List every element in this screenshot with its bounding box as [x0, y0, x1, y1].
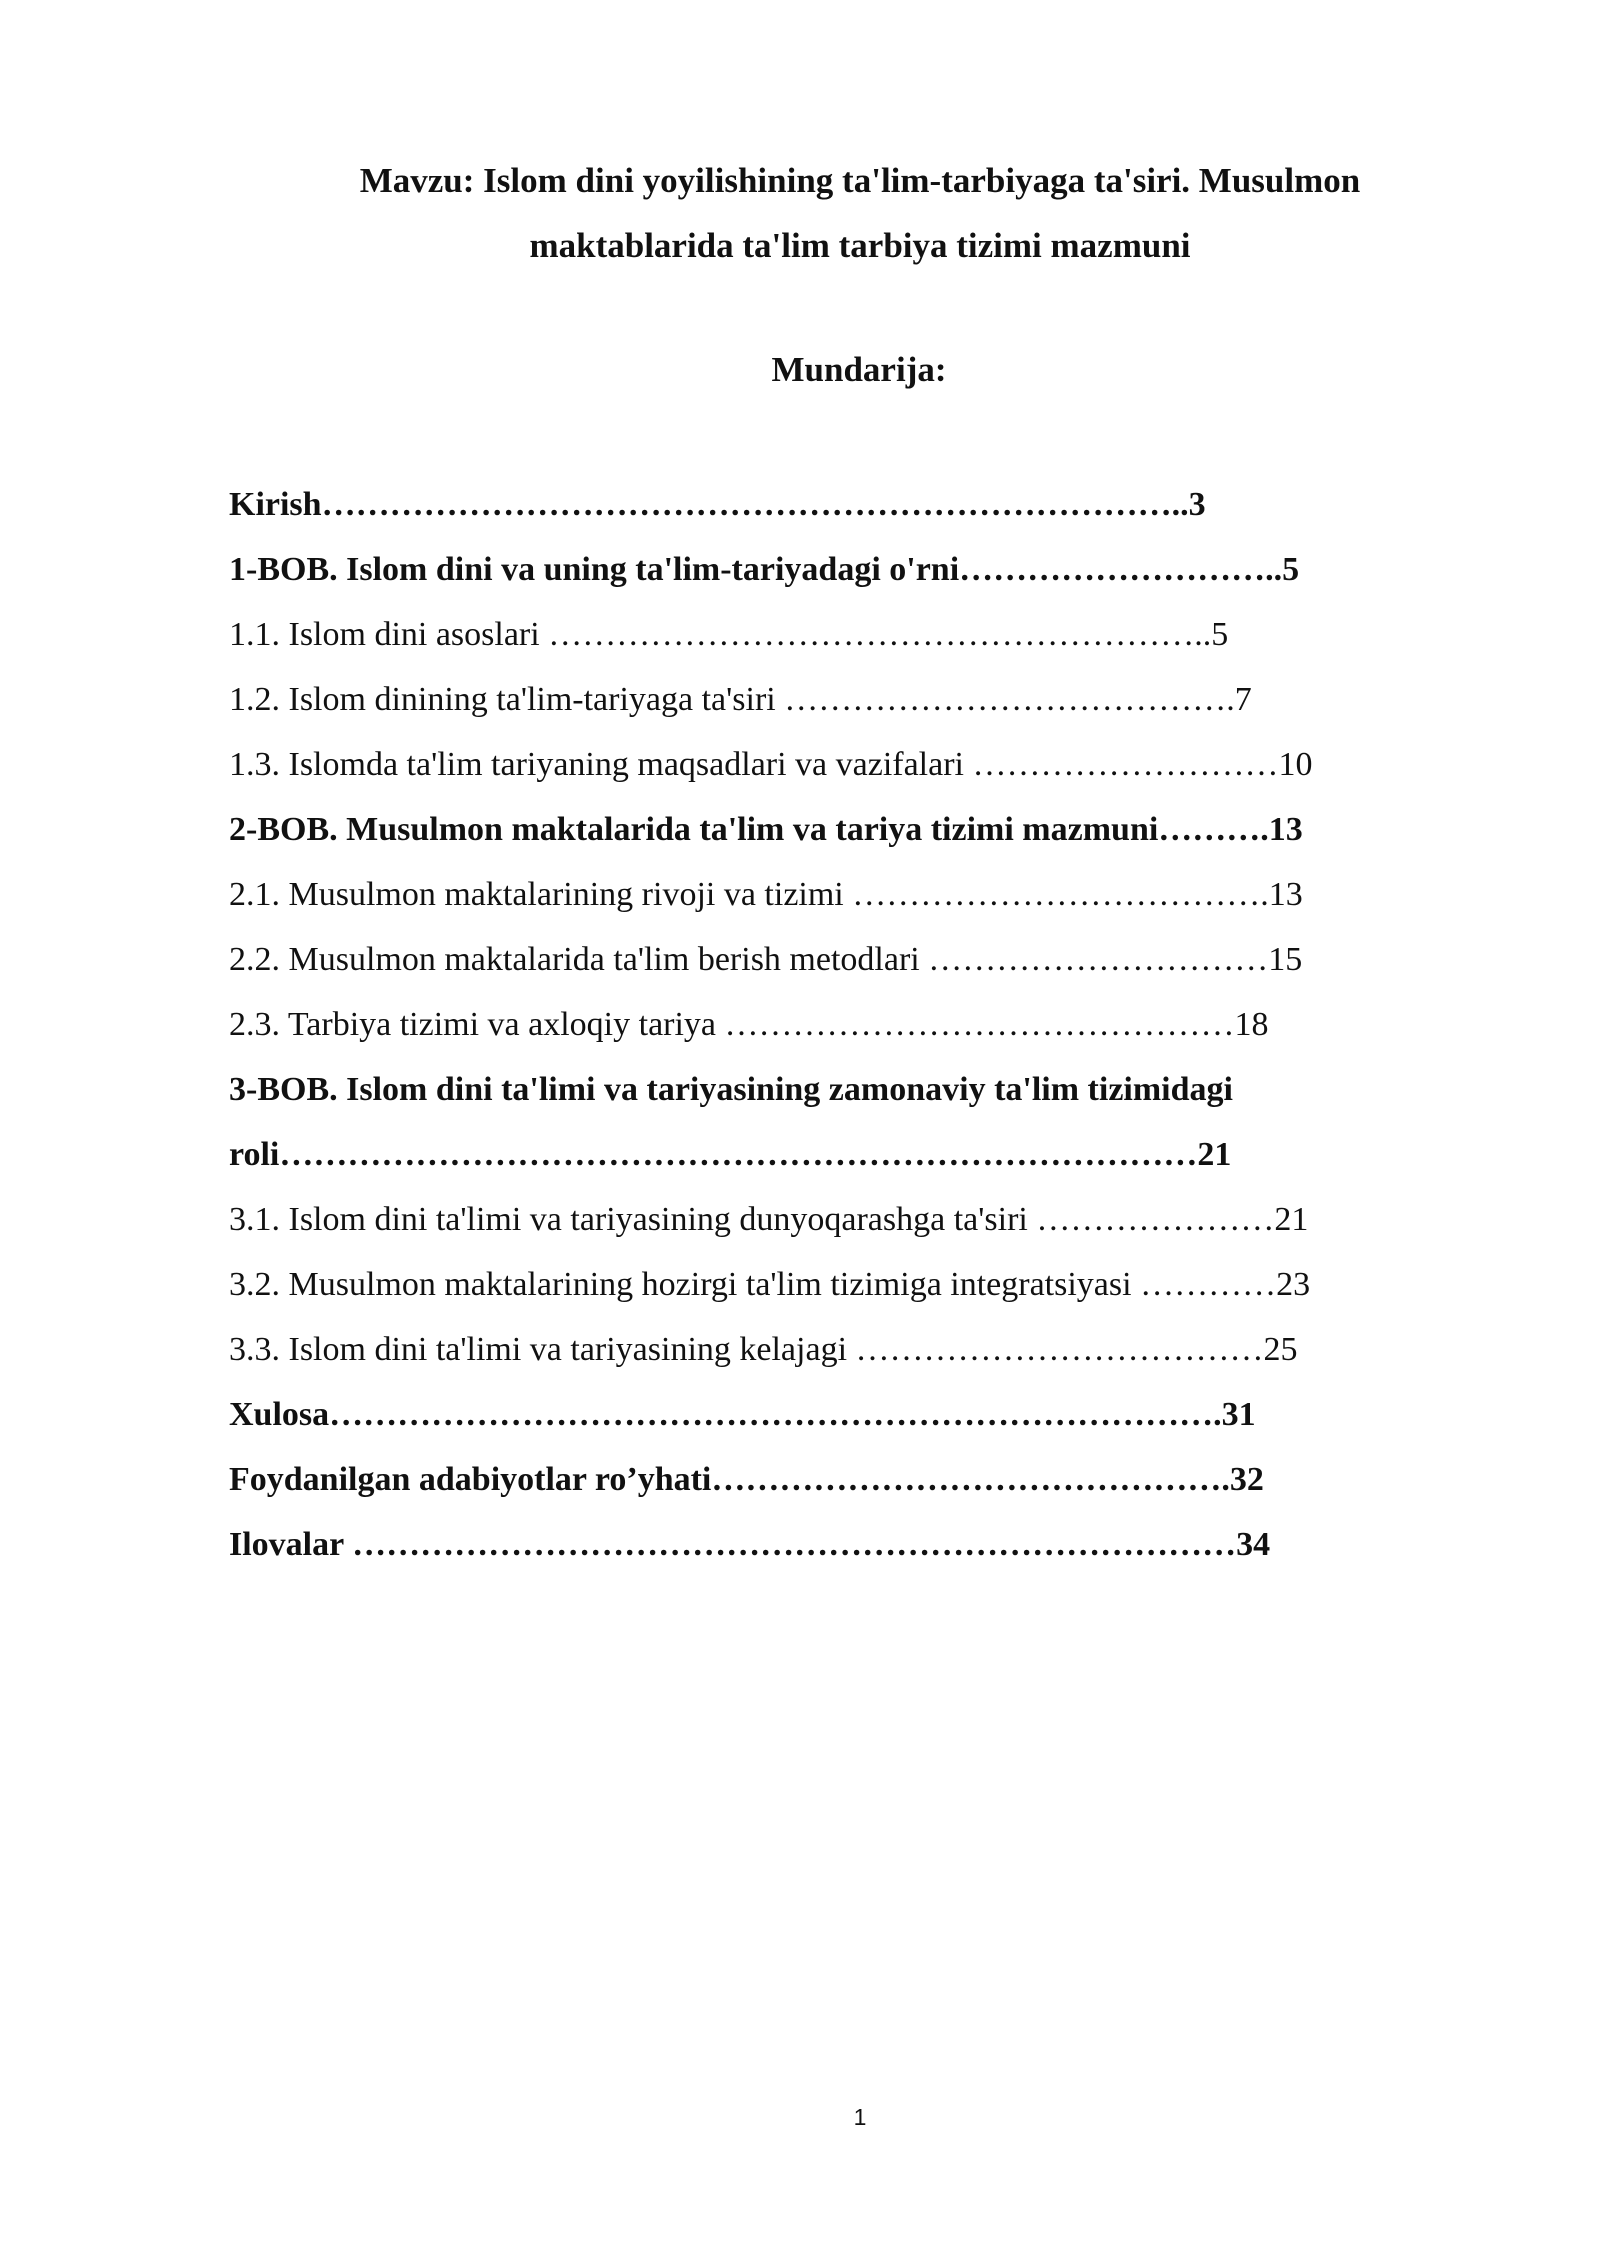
- document-title: [260, 148, 1460, 278]
- table-of-contents: [229, 472, 1499, 1577]
- toc-entry-1-3: 1.3. Islomda ta'lim tariyaning maqsadlari va vazifalari ………………………10: [229, 746, 1313, 783]
- toc-entry-1-2: 1.2. Islom dinining ta'lim-tariyaga ta'siri ………………………………….7: [229, 681, 1252, 718]
- toc-entry-3-2: 3.2. Musulmon maktalarining hozirgi ta'lim tizimiga integratsiyasi …………23: [229, 1266, 1311, 1303]
- title-line-2: maktablarida ta'lim tarbiya tizimi mazmuni: [529, 226, 1191, 265]
- toc-entry-2-3: 2.3. Tarbiya tizimi va axloqiy tariya ………………………………………18: [229, 1006, 1269, 1043]
- toc-heading: Mundarija:: [771, 350, 947, 389]
- toc-entry-ilovalar: Ilovalar ……………………………………………………………………34: [229, 1526, 1271, 1563]
- toc-entry-xulosa: Xulosa…………………………………………………………………….31: [229, 1396, 1256, 1433]
- title-line-1: Mavzu: Islom dini yoyilishining ta'lim-tarbiyaga ta'siri. Musulmon: [359, 161, 1361, 200]
- toc-entry-chapter-2: 2-BOB. Musulmon maktalarida ta'lim va tariya tizimi mazmuni……….13: [229, 811, 1303, 848]
- toc-entry-chapter-3: 3-BOB. Islom dini ta'limi va tariyasining zamonaviy ta'lim tizimidagi: [229, 1071, 1233, 1108]
- toc-entry-1-1: 1.1. Islom dini asoslari …………………………………………………..5: [229, 616, 1229, 653]
- toc-entry-chapter-1: 1-BOB. Islom dini va uning ta'lim-tariyadagi o'rni………………………..5: [229, 551, 1300, 588]
- toc-entry-2-2: 2.2. Musulmon maktalarida ta'lim berish metodlari …………………………15: [229, 941, 1303, 978]
- toc-entry-kirish: Kirish…………………………………………………………………..3: [229, 486, 1206, 523]
- toc-entry-chapter-3-cont: roli………………………………………………………………………21: [229, 1136, 1232, 1173]
- page-number: 1: [853, 2104, 867, 2130]
- toc-entry-3-3: 3.3. Islom dini ta'limi va tariyasining kelajagi ………………………………25: [229, 1331, 1298, 1368]
- toc-entry-references: Foydanilgan adabiyotlar ro’yhati……………………………………….32: [229, 1461, 1264, 1498]
- toc-entry-2-1: 2.1. Musulmon maktalarining rivoji va tizimi ……………………………….13: [229, 876, 1303, 913]
- toc-entry-3-1: 3.1. Islom dini ta'limi va tariyasining dunyoqarashga ta'siri …………………21: [229, 1201, 1309, 1238]
